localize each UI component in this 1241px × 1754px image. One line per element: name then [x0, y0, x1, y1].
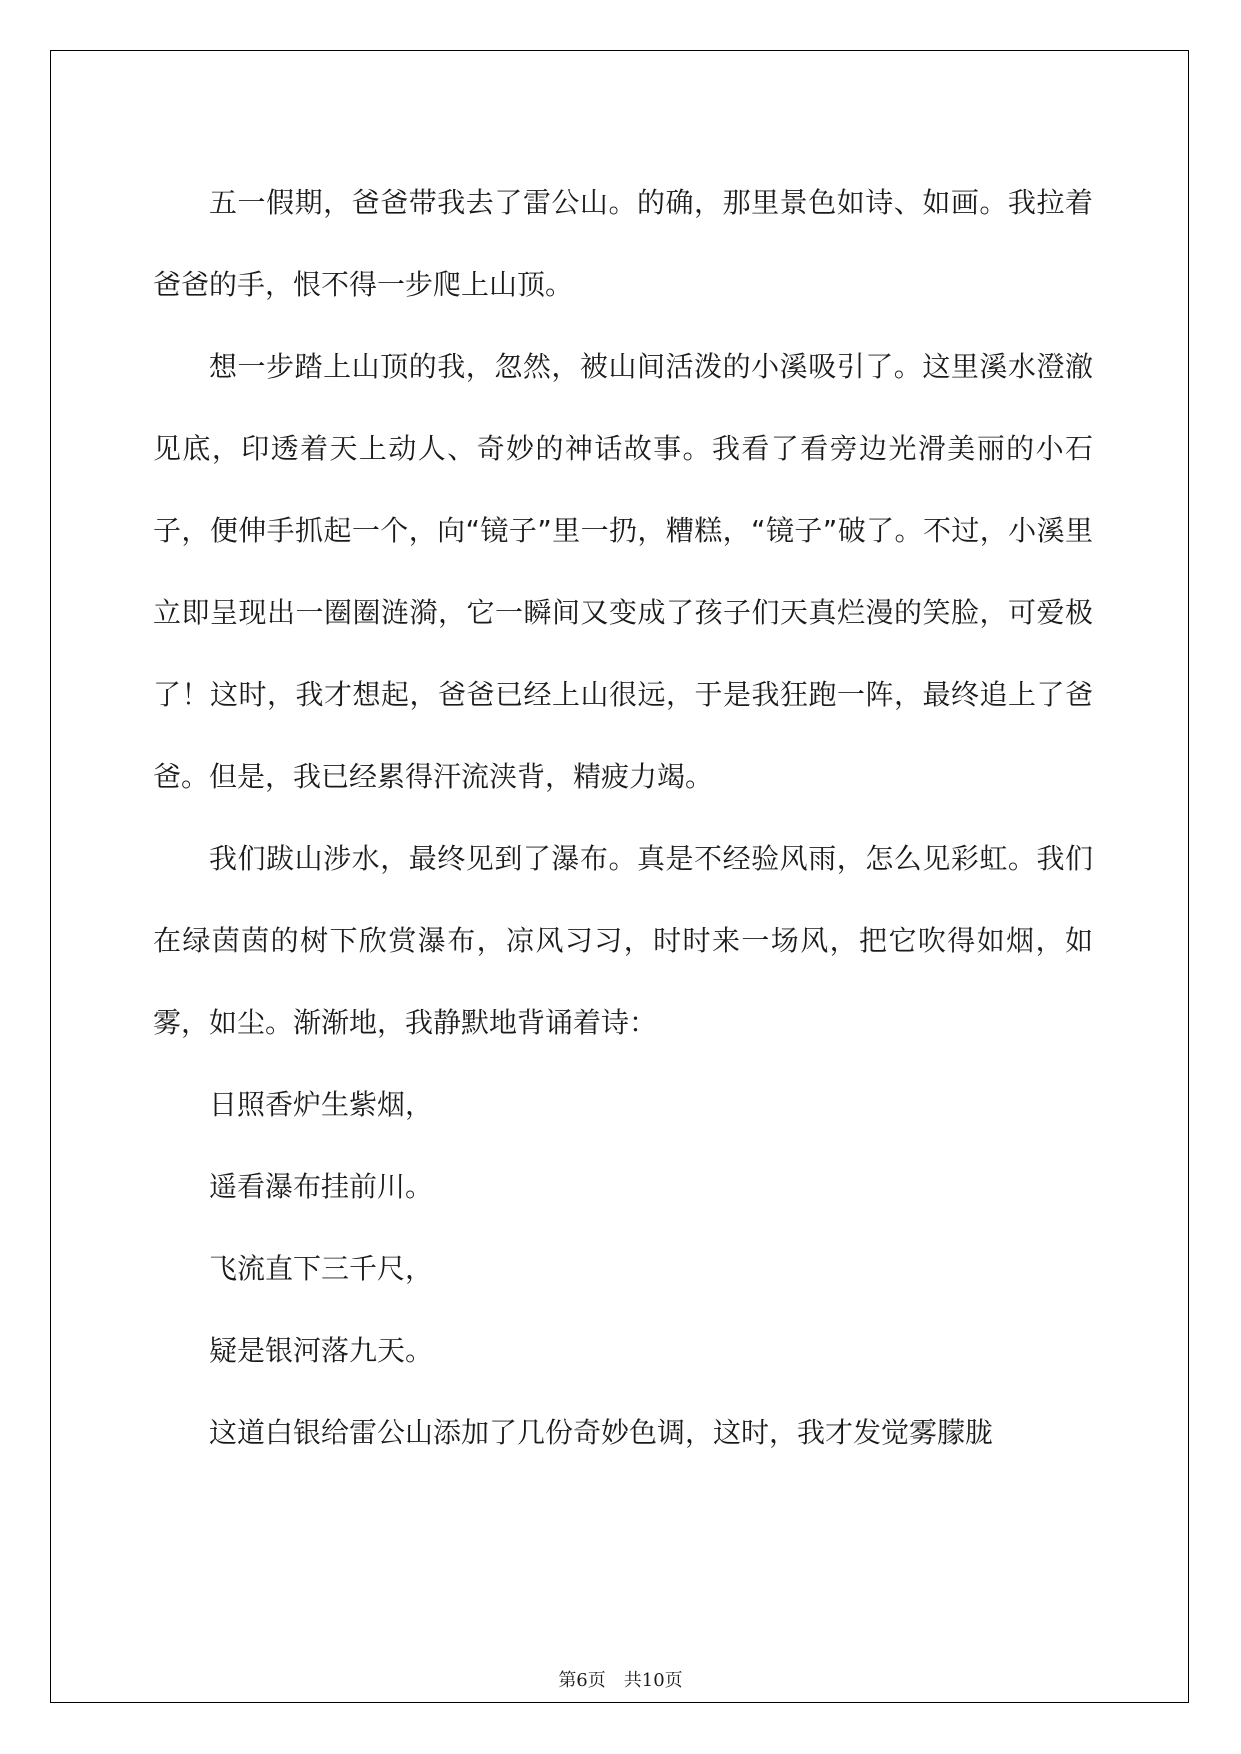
poem-line: 飞流直下三千尺， [209, 1252, 434, 1285]
paragraph: 想一步踏上山顶的我，忽然，被山间活泼的小溪吸引了。这里溪水澄澈见底，印透着天上动人、奇妙的神话故事。我看了看旁边光滑美丽的小石子，便伸手抓起一个，向“镜子”里一扔，糟糕，“镜子”破了。不过，小溪里立即呈现出一圈圈涟漪，它一瞬间又变成了孩子们天真烂漫的笑脸，可爱极了！这时，我才想起，爸爸已经上山很远，于是我狂跑一阵，最终追上了爸爸。但是，我已经累得汗流浃背，精疲力竭。 [153, 350, 1093, 793]
paragraph: 五一假期，爸爸带我去了雷公山。的确，那里景色如诗、如画。我拉着爸爸的手，恨不得一步爬上山顶。 [153, 186, 1093, 301]
poem-line: 疑是银河落九天。 [209, 1334, 434, 1367]
page-number-footer: 第6页 共10页 [558, 1670, 683, 1691]
poem-line: 遥看瀑布挂前川。 [209, 1170, 434, 1203]
document-body [153, 162, 1093, 1474]
paragraph: 这道白银给雷公山添加了几份奇妙色调，这时，我才发觉雾朦胧 [209, 1416, 994, 1449]
poem-line: 日照香炉生紫烟， [209, 1088, 434, 1121]
paragraph: 我们跋山涉水，最终见到了瀑布。真是不经验风雨，怎么见彩虹。我们在绿茵茵的树下欣赏瀑布，凉风习习，时时来一场风，把它吹得如烟，如雾，如尘。渐渐地，我静默地背诵着诗： [153, 842, 1093, 1039]
